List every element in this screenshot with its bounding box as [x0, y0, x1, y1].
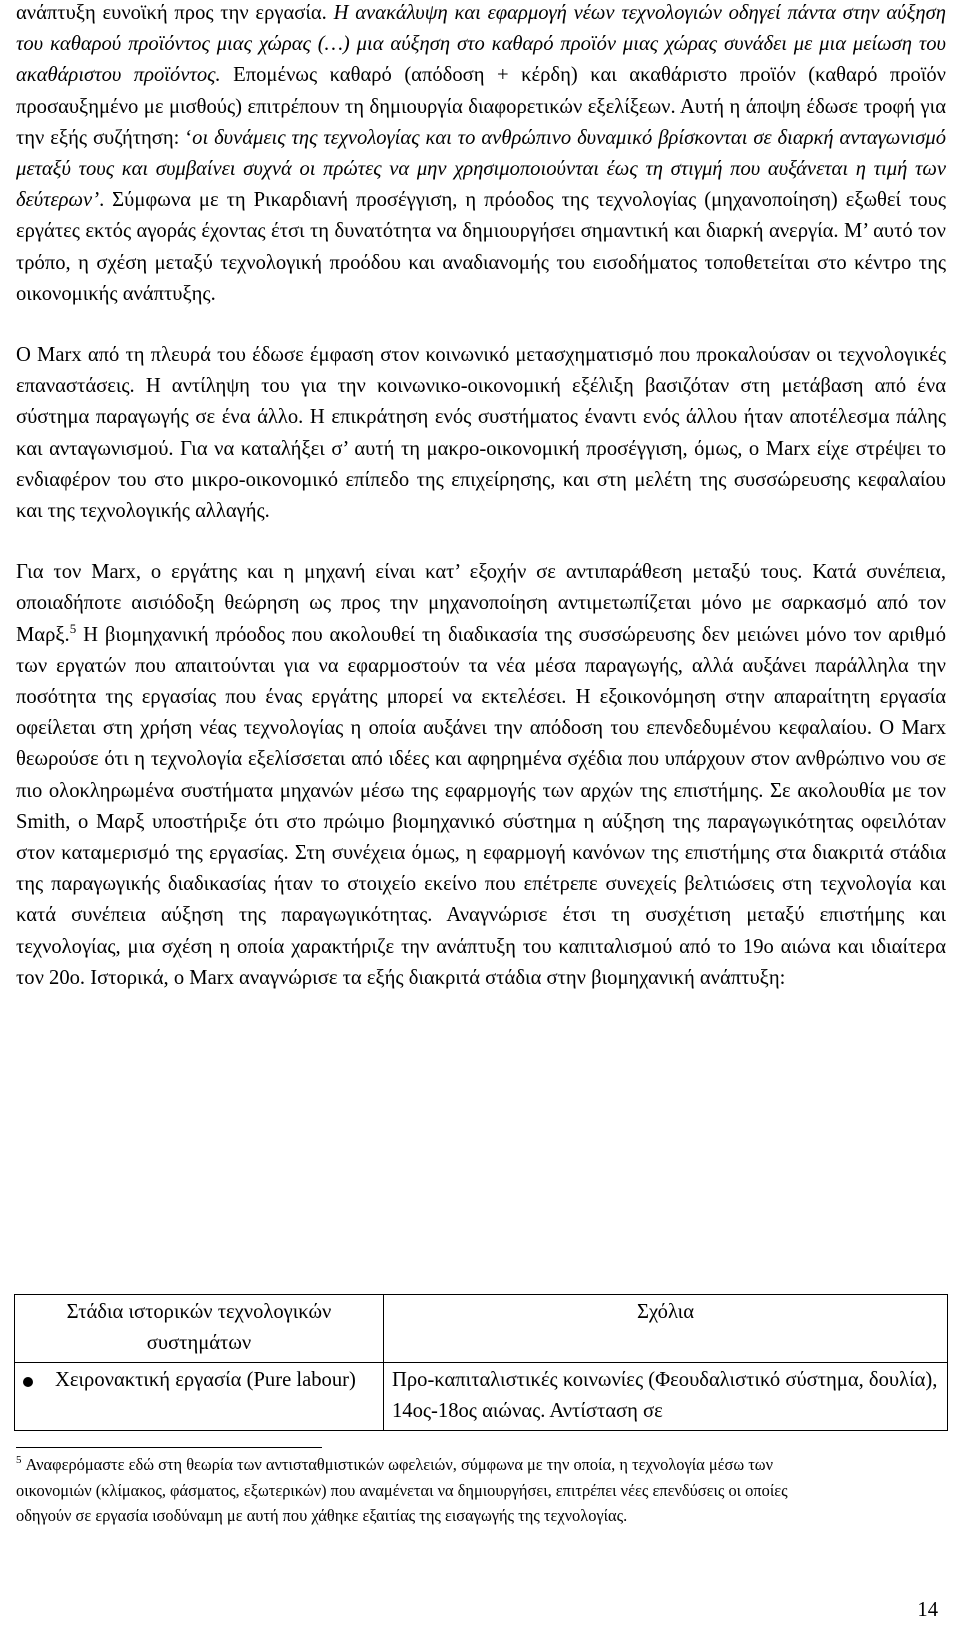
page-number: 14 — [917, 1599, 938, 1621]
italic-quote-ricardo: Η ανακάλυψη και εφαρμογή νέων τεχνολογιών οδηγεί πάντα στην αύξηση του καθαρού προϊόντος μιας χώρας (…) μια αύξηση στο καθαρό προϊόν μιας χώρας συνάδει με μια μείωση του ακαθάριστου προϊόντος. — [16, 2, 946, 87]
italic-quote-debate: οι δυνάμεις της τεχνολογίας και το ανθρώπινο δυναμικό βρίσκονται σε διαρκή ανταγωνισμό μεταξύ τους και συμβαίνει συχνά οι πρώτες να μην χρησιμοποιούνται έως τη στιγμή που αυξάνεται η τιμή των δεύτερων’ — [16, 126, 946, 212]
page-body — [16, 0, 946, 994]
footnote — [16, 1452, 846, 1529]
column-header-stages: Στάδια ιστορικών τεχνολογικών συστημάτων — [15, 1295, 384, 1363]
text-run: Για τον Marx, ο εργάτης και η μηχανή είναι κατ’ εξοχήν σε αντιπαράθεση μεταξύ τους. Κατά συνέπεια, οποιαδήποτε αισιόδοξη θεώρηση ως προς την μηχανοποίηση αντιμετωπίζεται μόνο με σαρκασμό από τον Μαρξ. — [16, 561, 946, 646]
bullet-icon — [23, 1377, 33, 1387]
text-run: Η βιομηχανική πρόοδος που ακολουθεί τη διαδικασία της συσσώρευσης δεν μειώνει μόνο τον αριθμό των εργατών που απαιτούνται για να εφαρμοστούν τα νέα μέσα παραγωγής, αλλά αυξάνει παράλληλα την ποσότητα της εργασίας που ένας εργάτης μπορεί να εκτελέσει. Η εξοικονόμηση στην απαραίτητη εργασία οφείλεται στη χρήση νέας τεχνολογίας η οποία αυξάνει την απόδοση του επενδεδυμένου κεφαλαίου. Ο Marx θεωρούσε ότι η τεχνολογία εξελίσσεται από ιδέες και αφηρημένα σχέδια που υπάρχουν στον ανθρώπινο νου σε πιο ολοκληρωμένα συστήματα μηχανών μέσω της εφαρμογής των αρχών της επιστήμης. Σε ακολουθία με τον Smith, ο Μαρξ υποστήριξε ότι στο πρώιμο βιομηχανικό σύστημα η αύξηση της παραγωγικότητας οφειλόταν στον καταμερισμό της εργασίας. Στη συνέχεια όμως, η εφαρμογή κανόνων της επιστήμης στα διακριτά στάδια της παραγωγικής διαδικασίας ήταν το στοιχείο εκείνο που επέτρεπε συνεχείς βελτιώσεις στη τεχνολογία και κατά συνέπεια αύξηση της παραγωγικότητας. Αναγνώρισε έτσι τη συσχέτιση μεταξύ επιστήμης και τεχνολογίας, μια σχέση η οποία χαρακτήριζε την ανάπτυξη του καπιταλισμού από το 19ο αιώνα και ιδιαίτερα τον 20ο. Ιστορικά, ο Marx αναγνώρισε τα εξής διακριτά στάδια στην βιομηχανική ανάπτυξη: — [16, 623, 946, 989]
paragraph-ricardian — [16, 0, 946, 310]
column-header-comments: Σχόλια — [384, 1295, 948, 1363]
footnote-reference[interactable]: 5 — [69, 620, 77, 636]
footnote-number: 5 — [16, 1454, 22, 1466]
paragraph-marx-transformation: Ο Marx από τη πλευρά του έδωσε έμφαση στον κοινωνικό μετασχηματισμό που προκαλούσαν οι τεχνολογικές επαναστάσεις. Η αντίληψη του για την κοινωνικο-οικονομική εξέλιξη βασιζόταν στη μετάβαση από ένα σύστημα παραγωγής σε ένα άλλο. Η επικράτηση ενός συστήματος έναντι ενός άλλου ήταν αποτέλεσμα πάλης και ανταγωνισμού. Για να καταλήξει σ’ αυτή τη μακρο-οικονομική προσέγγιση, όμως, ο Marx είχε στρέψει το ενδιαφέρον του στο μικρο-οικονομικό επίπεδο της επιχείρησης, και στη μελέτη της συσσώρευσης κεφαλαίου και της τεχνολογικής αλλαγής. — [16, 344, 946, 523]
table-header-row — [15, 1295, 948, 1363]
footnote-divider — [16, 1447, 322, 1448]
text-run: Επομένως καθαρό (απόδοση + κέρδη) και ακαθάριστο προϊόν (καθαρό προϊόν προσαυξημένο με μισθούς) επιτρέπουν τη δημιουργία διαφορετικών εξελίξεων. Αυτή η άποψη έδωσε τροφή για την εξής συζήτηση: ‘ — [16, 64, 946, 149]
stage-label: Χειρονακτική εργασία (Pure labour) — [55, 1369, 356, 1391]
footnote-text: Αναφερόμαστε εδώ στη θεωρία των αντισταθμιστικών ωφελειών, σύμφωνα με την οποία, η τεχνολογία μέσω των οικονομιών (κλίμακος, φάσματος, εξωτερικών) που αναμένεται να δημιουργήσει, επιτρέπει νέες επενδύσεις οι οποίες οδηγούν σε εργασία ισοδύναμη με αυτή που χάθηκε εξαιτίας της εισαγωγής της τεχνολογίας. — [16, 1455, 788, 1526]
paragraph-marx-machine — [16, 557, 946, 994]
table-row — [15, 1363, 948, 1431]
text-run: ανάπτυξη ευνοϊκή προς την εργασία. — [16, 2, 334, 24]
stage-cell — [15, 1363, 384, 1431]
stages-table — [14, 1294, 948, 1431]
comment-cell: Προ-καπιταλιστικές κοινωνίες (Φεουδαλιστικό σύστημα, δουλία), 14ος-18ος αιώνας. Αντίσταση σε — [384, 1363, 948, 1431]
text-run: . Σύμφωνα με τη Ρικαρδιανή προσέγγιση, η πρόοδος της τεχνολογίας (μηχανοποίηση) εξωθεί τους εργάτες εκτός αγοράς έχοντας έτσι τη δυνατότητα να δημιουργήσει σημαντική και διαρκή ανεργία. Μ’ αυτό τον τρόπο, η σχέση μεταξύ τεχνολογική προόδου και αναδιανομής του εισοδήματος τοποθετείται στο κέντρο της οικονομικής ανάπτυξης. — [16, 189, 946, 305]
